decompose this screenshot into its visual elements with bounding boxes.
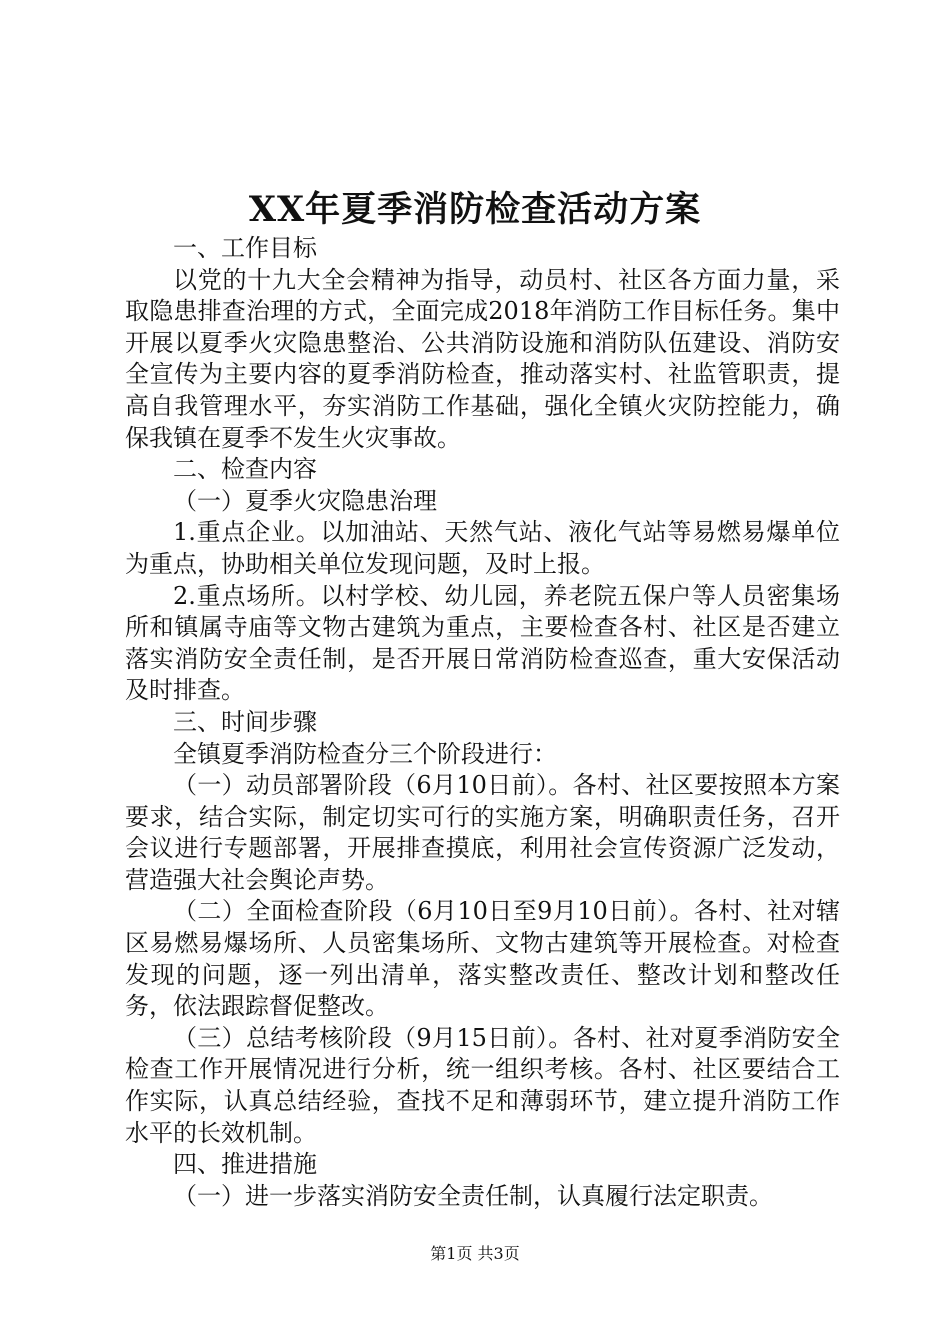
- paragraph-key-venues: 2.重点场所。以村学校、幼儿园，养老院五保户等人员密集场所和镇属寺庙等文物古建筑为重点，主要检查各村、社区是否建立落实消防安全责任制，是否开展日常消防检查巡查，重大安保活动及时排查。: [125, 581, 840, 705]
- section-heading-content: 二、检查内容: [173, 455, 317, 484]
- paragraph-measure-1: （一）进一步落实消防安全责任制，认真履行法定职责。: [173, 1181, 773, 1210]
- paragraph-phase-2: （二）全面检查阶段（6月10日至9月10日前）。各村、社对辖区易燃易爆场所、人员密集场所、文物古建筑等开展检查。对检查发现的问题，逐一列出清单，落实整改责任、整改计划和整改任务，依法跟踪督促整改。: [125, 897, 840, 1021]
- page-footer: 第1页 共3页: [430, 1244, 520, 1263]
- section-heading-goals: 一、工作目标: [173, 234, 317, 262]
- paragraph-phase-3: （三）总结考核阶段（9月15日前）。各村、社对夏季消防安全检查工作开展情况进行分析，统一组织考核。各村、社区要结合工作实际，认真总结经验，查找不足和薄弱环节，建立提升消防工作水平的长效机制。: [125, 1023, 840, 1147]
- document-body: [125, 233, 840, 1212]
- paragraph-goals: 以党的十九大全会精神为指导，动员村、社区各方面力量，采取隐患排查治理的方式，全面完成2018年消防工作目标任务。集中开展以夏季火灾隐患整治、公共消防设施和消防队伍建设、消防安全宣传为主要内容的夏季消防检查，推动落实村、社监管职责，提高自我管理水平，夯实消防工作基础，强化全镇火灾防控能力，确保我镇在夏季不发生火灾事故。: [125, 265, 840, 452]
- paragraph-schedule-intro: 全镇夏季消防检查分三个阶段进行：: [173, 739, 557, 768]
- paragraph-key-enterprises: 1.重点企业。以加油站、天然气站、液化气站等易燃易爆单位为重点，协助相关单位发现问题，及时上报。: [125, 518, 840, 578]
- section-heading-measures: 四、推进措施: [173, 1150, 317, 1179]
- subsection-heading-hazards: （一）夏季火灾隐患治理: [173, 486, 437, 515]
- paragraph-phase-1: （一）动员部署阶段（6月10日前）。各村、社区要按照本方案要求，结合实际，制定切实可行的实施方案，明确职责任务，召开会议进行专题部署，开展排查摸底，利用社会宣传资源广泛发动，营造强大社会舆论声势。: [125, 771, 840, 894]
- document-title: XX年夏季消防检查活动方案: [248, 189, 702, 230]
- section-heading-schedule: 三、时间步骤: [173, 707, 317, 736]
